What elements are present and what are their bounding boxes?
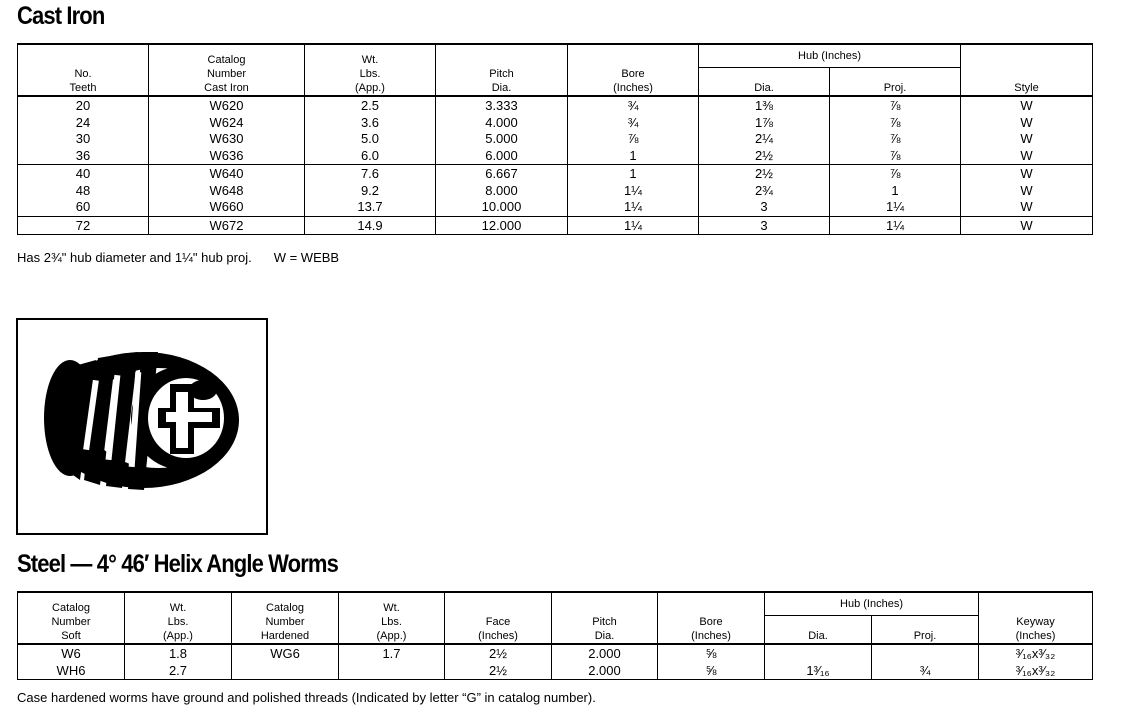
table-cell: 2½ [445,644,552,663]
table-cell: 1¼ [830,216,961,235]
table-cell: W660 [149,199,305,216]
col-header-style: Style [961,44,1093,96]
table-cell [765,644,872,663]
table-cell: 3 [699,199,830,216]
table-cell: W630 [149,131,305,148]
table-cell: 2¼ [699,131,830,148]
table-cell: W636 [149,148,305,165]
cast-iron-worm-table [17,43,1093,235]
table-cell: 40 [18,165,149,183]
table-cell: 9.2 [305,183,436,200]
table-cell: 8.000 [436,183,568,200]
table-cell: WG6 [232,644,339,663]
table-cell: W [961,115,1093,132]
table-cell: W620 [149,96,305,115]
table-cell: W648 [149,183,305,200]
table-cell: 2.000 [552,644,658,663]
table-cell: 4.000 [436,115,568,132]
col-header-bore: Bore (Inches) [658,592,765,644]
table-cell: 13.7 [305,199,436,216]
table-cell: WH6 [18,663,125,680]
col-header-bore: Bore (Inches) [568,44,699,96]
table-row [18,115,1093,132]
hub-footnote: Has 2¾" hub diameter and 1¼" hub proj. W = WEBB [17,250,340,265]
table-cell: W [961,148,1093,165]
table-cell: ⅞ [568,131,699,148]
table-cell: ⅞ [830,165,961,183]
table-cell: ⅞ [830,115,961,132]
table-cell: 1 [568,165,699,183]
col-header-face: Face (Inches) [445,592,552,644]
col-header-keyway: Keyway (Inches) [979,592,1093,644]
table-cell: W [961,131,1093,148]
table-row [18,131,1093,148]
steel-worm-table [17,591,1093,680]
hardened-footnote: Case hardened worms have ground and polished threads (Indicated by letter “G” in catalog number). [17,690,596,705]
table-cell: ⅝ [658,644,765,663]
table-cell: W624 [149,115,305,132]
table-row [18,199,1093,216]
table-cell: W [961,216,1093,235]
col-header-hub: Hub (Inches) [765,592,979,616]
table-cell: 1⅜ [699,96,830,115]
table-cell: ⅞ [830,131,961,148]
table-cell: 2½ [445,663,552,680]
table-cell: 1³⁄₁₆ [765,663,872,680]
col-header-hub-proj: Proj. [872,616,979,645]
table-cell: 6.667 [436,165,568,183]
table-cell: ⅞ [830,96,961,115]
col-header-hub-dia: Dia. [699,68,830,97]
table-cell: 48 [18,183,149,200]
col-header-weight-soft: Wt. Lbs. (App.) [125,592,232,644]
table-cell: W [961,96,1093,115]
table-cell: ³⁄₁₆x³⁄₃₂ [979,644,1093,663]
col-header-catalog-hardened: Catalog Number Hardened [232,592,339,644]
worm-gear-photo [16,318,268,535]
col-header-teeth: No. Teeth [18,44,149,96]
table-cell [232,663,339,680]
table-row [18,148,1093,165]
table-cell: ³⁄₁₆x³⁄₃₂ [979,663,1093,680]
table-cell: 2.5 [305,96,436,115]
table-cell: 20 [18,96,149,115]
section-title-cast-iron: Cast Iron [17,2,105,30]
col-header-catalog-soft: Catalog Number Soft [18,592,125,644]
col-header-hub: Hub (Inches) [699,44,961,68]
table-cell: 30 [18,131,149,148]
table-cell: 12.000 [436,216,568,235]
table-cell: 2½ [699,148,830,165]
table-cell: 1¼ [830,199,961,216]
table-cell: 2¾ [699,183,830,200]
table-cell: 1⅞ [699,115,830,132]
table-cell: W [961,165,1093,183]
table-cell: 1 [830,183,961,200]
table-cell: 1¼ [568,216,699,235]
table-cell: 10.000 [436,199,568,216]
table-cell: W6 [18,644,125,663]
col-header-weight: Wt. Lbs. (App.) [305,44,436,96]
table-cell: 2.7 [125,663,232,680]
table-cell: 60 [18,199,149,216]
table-cell: 1.7 [339,644,445,663]
table-cell: ¾ [568,115,699,132]
table-row [18,216,1093,235]
table-cell [339,663,445,680]
col-header-catalog: Catalog Number Cast Iron [149,44,305,96]
table-cell: 3.6 [305,115,436,132]
table-cell: 24 [18,115,149,132]
table-cell [872,644,979,663]
table-cell: 14.9 [305,216,436,235]
table-cell: 5.0 [305,131,436,148]
table-row [18,644,1093,663]
table-cell: 1¼ [568,183,699,200]
table-cell: 6.0 [305,148,436,165]
table-cell: ¾ [568,96,699,115]
table-cell: 1¼ [568,199,699,216]
table-cell: 1.8 [125,644,232,663]
table-cell: 1 [568,148,699,165]
col-header-hub-proj: Proj. [830,68,961,97]
table-cell: 36 [18,148,149,165]
table-cell: 3 [699,216,830,235]
table-cell: 6.000 [436,148,568,165]
col-header-weight-hardened: Wt. Lbs. (App.) [339,592,445,644]
table-row [18,183,1093,200]
style-legend: W = WEBB [273,250,340,265]
col-header-pitch: Pitch Dia. [552,592,658,644]
table-cell: W672 [149,216,305,235]
worm-gear-icon [18,320,266,533]
table-cell: W [961,199,1093,216]
table-cell: 72 [18,216,149,235]
table-cell: ¾ [872,663,979,680]
table-cell: 3.333 [436,96,568,115]
col-header-pitch: Pitch Dia. [436,44,568,96]
section-title-steel-worms: Steel — 4° 46′ Helix Angle Worms [17,550,338,578]
table-cell: 2½ [699,165,830,183]
table-row [18,165,1093,183]
table-row [18,96,1093,115]
table-cell: ⅝ [658,663,765,680]
table-cell: ⅞ [830,148,961,165]
col-header-hub-dia: Dia. [765,616,872,645]
table-cell: W [961,183,1093,200]
table-cell: 5.000 [436,131,568,148]
table-cell: W640 [149,165,305,183]
table-row [18,663,1093,680]
table-cell: 2.000 [552,663,658,680]
table-cell: 7.6 [305,165,436,183]
